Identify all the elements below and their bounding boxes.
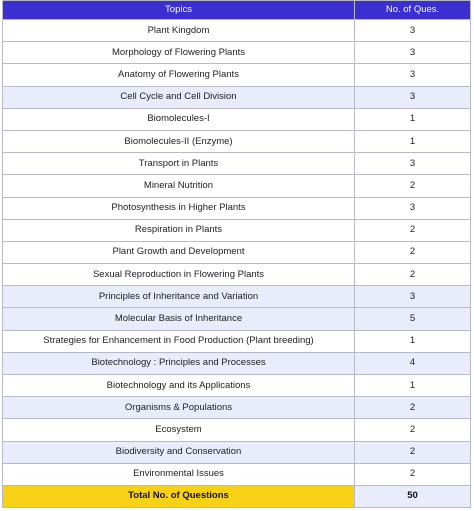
question-count-cell: 4 xyxy=(355,352,471,374)
question-count-cell: 5 xyxy=(355,308,471,330)
question-count-cell: 2 xyxy=(355,419,471,441)
question-count-cell: 2 xyxy=(355,175,471,197)
table-body xyxy=(3,20,471,486)
table-row xyxy=(3,463,471,485)
table-row xyxy=(3,130,471,152)
topic-cell: Biotechnology and its Applications xyxy=(3,375,355,397)
table-row xyxy=(3,241,471,263)
table-row xyxy=(3,20,471,42)
table-row xyxy=(3,264,471,286)
table-row xyxy=(3,42,471,64)
table-row xyxy=(3,286,471,308)
topic-cell: Biotechnology : Principles and Processes xyxy=(3,352,355,374)
table-row xyxy=(3,219,471,241)
question-count-cell: 1 xyxy=(355,108,471,130)
topic-cell: Environmental Issues xyxy=(3,463,355,485)
question-count-cell: 1 xyxy=(355,375,471,397)
question-count-cell: 2 xyxy=(355,241,471,263)
table-row xyxy=(3,330,471,352)
topic-cell: Transport in Plants xyxy=(3,153,355,175)
table-row xyxy=(3,419,471,441)
table-row xyxy=(3,352,471,374)
table-row xyxy=(3,153,471,175)
question-count-cell: 2 xyxy=(355,219,471,241)
question-count-cell: 2 xyxy=(355,463,471,485)
topic-cell: Biodiversity and Conservation xyxy=(3,441,355,463)
table-row xyxy=(3,175,471,197)
question-count-cell: 1 xyxy=(355,130,471,152)
total-label-cell: Total No. of Questions xyxy=(3,485,355,507)
question-count-cell: 3 xyxy=(355,86,471,108)
table-row xyxy=(3,397,471,419)
total-value-cell: 50 xyxy=(355,485,471,507)
topic-cell: Sexual Reproduction in Flowering Plants xyxy=(3,264,355,286)
table-header-row xyxy=(3,1,471,20)
question-count-cell: 2 xyxy=(355,264,471,286)
topic-cell: Organisms & Populations xyxy=(3,397,355,419)
question-count-column-header: No. of Ques. xyxy=(355,1,471,20)
topic-cell: Biomolecules-I xyxy=(3,108,355,130)
topic-question-table-container xyxy=(2,0,470,508)
topic-cell: Plant Kingdom xyxy=(3,20,355,42)
topic-cell: Principles of Inheritance and Variation xyxy=(3,286,355,308)
topic-cell: Plant Growth and Development xyxy=(3,241,355,263)
question-count-cell: 3 xyxy=(355,197,471,219)
question-count-cell: 2 xyxy=(355,397,471,419)
topic-cell: Biomolecules-II (Enzyme) xyxy=(3,130,355,152)
question-count-cell: 3 xyxy=(355,42,471,64)
topic-cell: Photosynthesis in Higher Plants xyxy=(3,197,355,219)
topic-cell: Anatomy of Flowering Plants xyxy=(3,64,355,86)
table-row xyxy=(3,197,471,219)
table-row xyxy=(3,108,471,130)
topic-cell: Ecosystem xyxy=(3,419,355,441)
topic-cell: Molecular Basis of Inheritance xyxy=(3,308,355,330)
table-row xyxy=(3,86,471,108)
table-row xyxy=(3,64,471,86)
table-row xyxy=(3,375,471,397)
question-count-cell: 3 xyxy=(355,64,471,86)
topic-question-table xyxy=(2,0,471,508)
topic-cell: Strategies for Enhancement in Food Production (Plant breeding) xyxy=(3,330,355,352)
topic-cell: Mineral Nutrition xyxy=(3,175,355,197)
total-row xyxy=(3,485,471,507)
topic-cell: Respiration in Plants xyxy=(3,219,355,241)
question-count-cell: 1 xyxy=(355,330,471,352)
table-row xyxy=(3,441,471,463)
question-count-cell: 2 xyxy=(355,441,471,463)
question-count-cell: 3 xyxy=(355,20,471,42)
topic-cell: Morphology of Flowering Plants xyxy=(3,42,355,64)
question-count-cell: 3 xyxy=(355,153,471,175)
question-count-cell: 3 xyxy=(355,286,471,308)
table-row xyxy=(3,308,471,330)
topic-cell: Cell Cycle and Cell Division xyxy=(3,86,355,108)
topics-column-header: Topics xyxy=(3,1,355,20)
